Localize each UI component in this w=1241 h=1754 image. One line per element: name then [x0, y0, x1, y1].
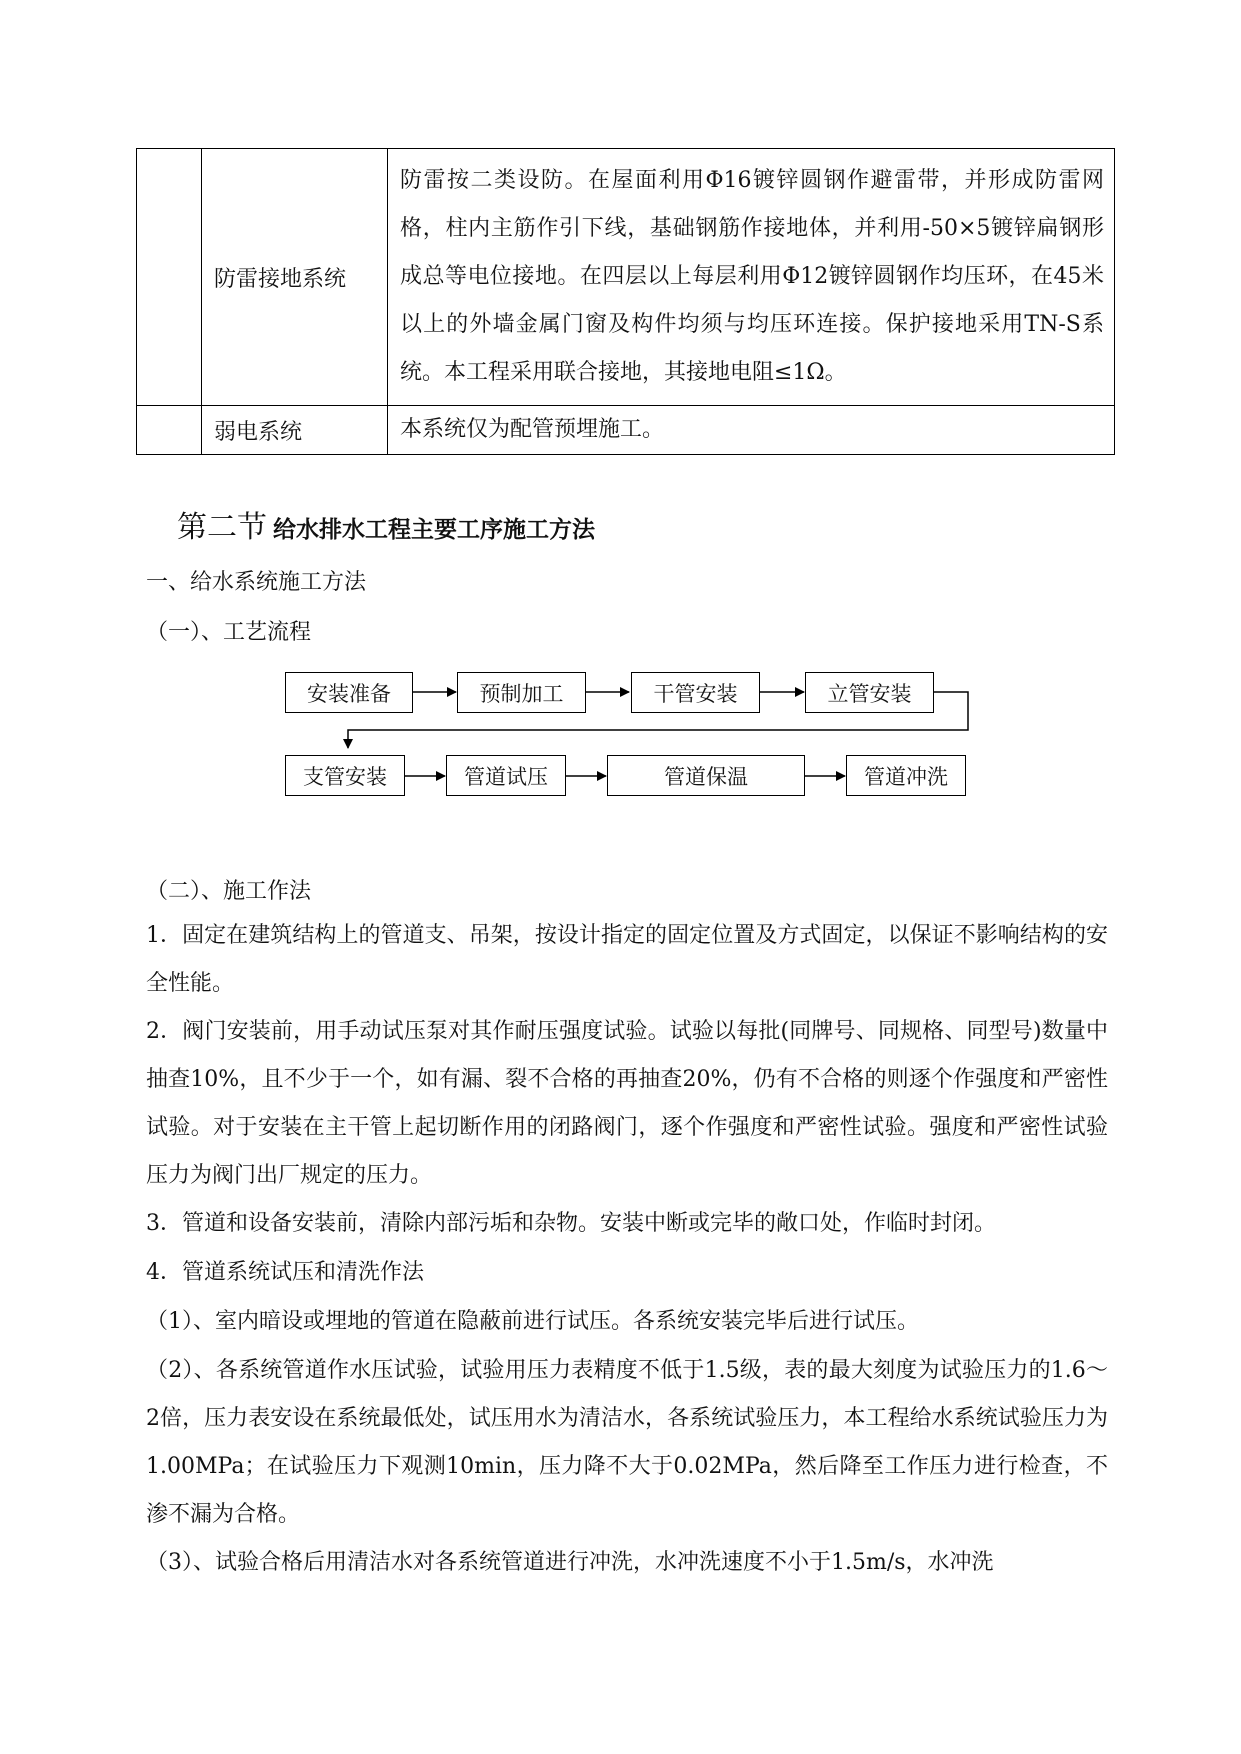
paragraph: 4．管道系统试压和清洗作法 — [146, 1260, 424, 1285]
table-cell-system: 弱电系统 — [202, 406, 388, 455]
table-cell-description: 本系统仅为配管预埋施工。 — [388, 406, 1115, 455]
process-flow-diagram — [280, 660, 980, 810]
paragraph: （3）、试验合格后用清洁水对各系统管道进行冲洗，水冲洗速度不小于1.5m/s，水冲洗 — [146, 1550, 994, 1575]
paragraph: 3．管道和设备安装前，清除内部污垢和杂物。安装中断或完毕的敞口处，作临时封闭。 — [146, 1211, 996, 1236]
section-title: 给水排水工程主要工序施工方法 — [273, 517, 595, 543]
paragraph: （1）、室内暗设或埋地的管道在隐蔽前进行试压。各系统安装完毕后进行试压。 — [146, 1309, 919, 1334]
flow-step-prefab: 预制加工 — [457, 672, 586, 713]
table-cell-description: 防雷按二类设防。在屋面利用Φ16镀锌圆钢作避雷带，并形成防雷网格，柱内主筋作引下线，基础钢筋作接地体，并利用-50×5镀锌扁钢形成总等电位接地。在四层以上每层利用Φ12镀锌圆钢作均压环，在45米以上的外墙金属门窗及构件均须与均压环连接。保护接地采用TN-S系统。本工程采用联合接地，其接地电阻≤1Ω。 — [388, 149, 1115, 406]
flow-step-branch: 支管安装 — [285, 755, 405, 796]
spec-table — [136, 148, 1115, 455]
subsection-item: （二）、施工作法 — [146, 879, 312, 904]
flow-step-install-prep: 安装准备 — [285, 672, 413, 713]
table-row — [137, 149, 1115, 406]
table-row — [137, 406, 1115, 455]
section-heading — [177, 502, 595, 546]
section-number: 第二节 — [177, 510, 267, 545]
table-cell-empty — [137, 149, 202, 406]
subsection-heading: 一、给水系统施工方法 — [146, 570, 367, 595]
flow-step-insulation: 管道保温 — [607, 755, 805, 796]
flow-step-riser: 立管安装 — [805, 672, 934, 713]
table-cell-system: 防雷接地系统 — [202, 149, 388, 406]
table-cell-empty — [137, 406, 202, 455]
flow-step-main-pipe: 干管安装 — [631, 672, 760, 713]
flow-step-flushing: 管道冲洗 — [846, 755, 966, 796]
paragraph: 1．固定在建筑结构上的管道支、吊架，按设计指定的固定位置及方式固定，以保证不影响结构的安全性能。 — [146, 923, 1108, 996]
subsection-item: （一）、工艺流程 — [146, 620, 312, 645]
paragraph: （2）、各系统管道作水压试验，试验用压力表精度不低于1.5级，表的最大刻度为试验压力的1.6～2倍，压力表安设在系统最低处，试压用水为清洁水，各系统试验压力，本工程给水系统试验压力为1.00MPa；在试验压力下观测10min，压力降不大于0.02MPa，然后降至工作压力进行检查，不渗不漏为合格。 — [146, 1358, 1108, 1527]
flow-step-pressure-test: 管道试压 — [446, 755, 566, 796]
paragraph: 2．阀门安装前，用手动试压泵对其作耐压强度试验。试验以每批(同牌号、同规格、同型号)数量中抽查10%，且不少于一个，如有漏、裂不合格的再抽查20%，仍有不合格的则逐个作强度和严密性试验。对于安装在主干管上起切断作用的闭路阀门，逐个作强度和严密性试验。强度和严密性试验压力为阀门出厂规定的压力。 — [146, 1019, 1108, 1188]
